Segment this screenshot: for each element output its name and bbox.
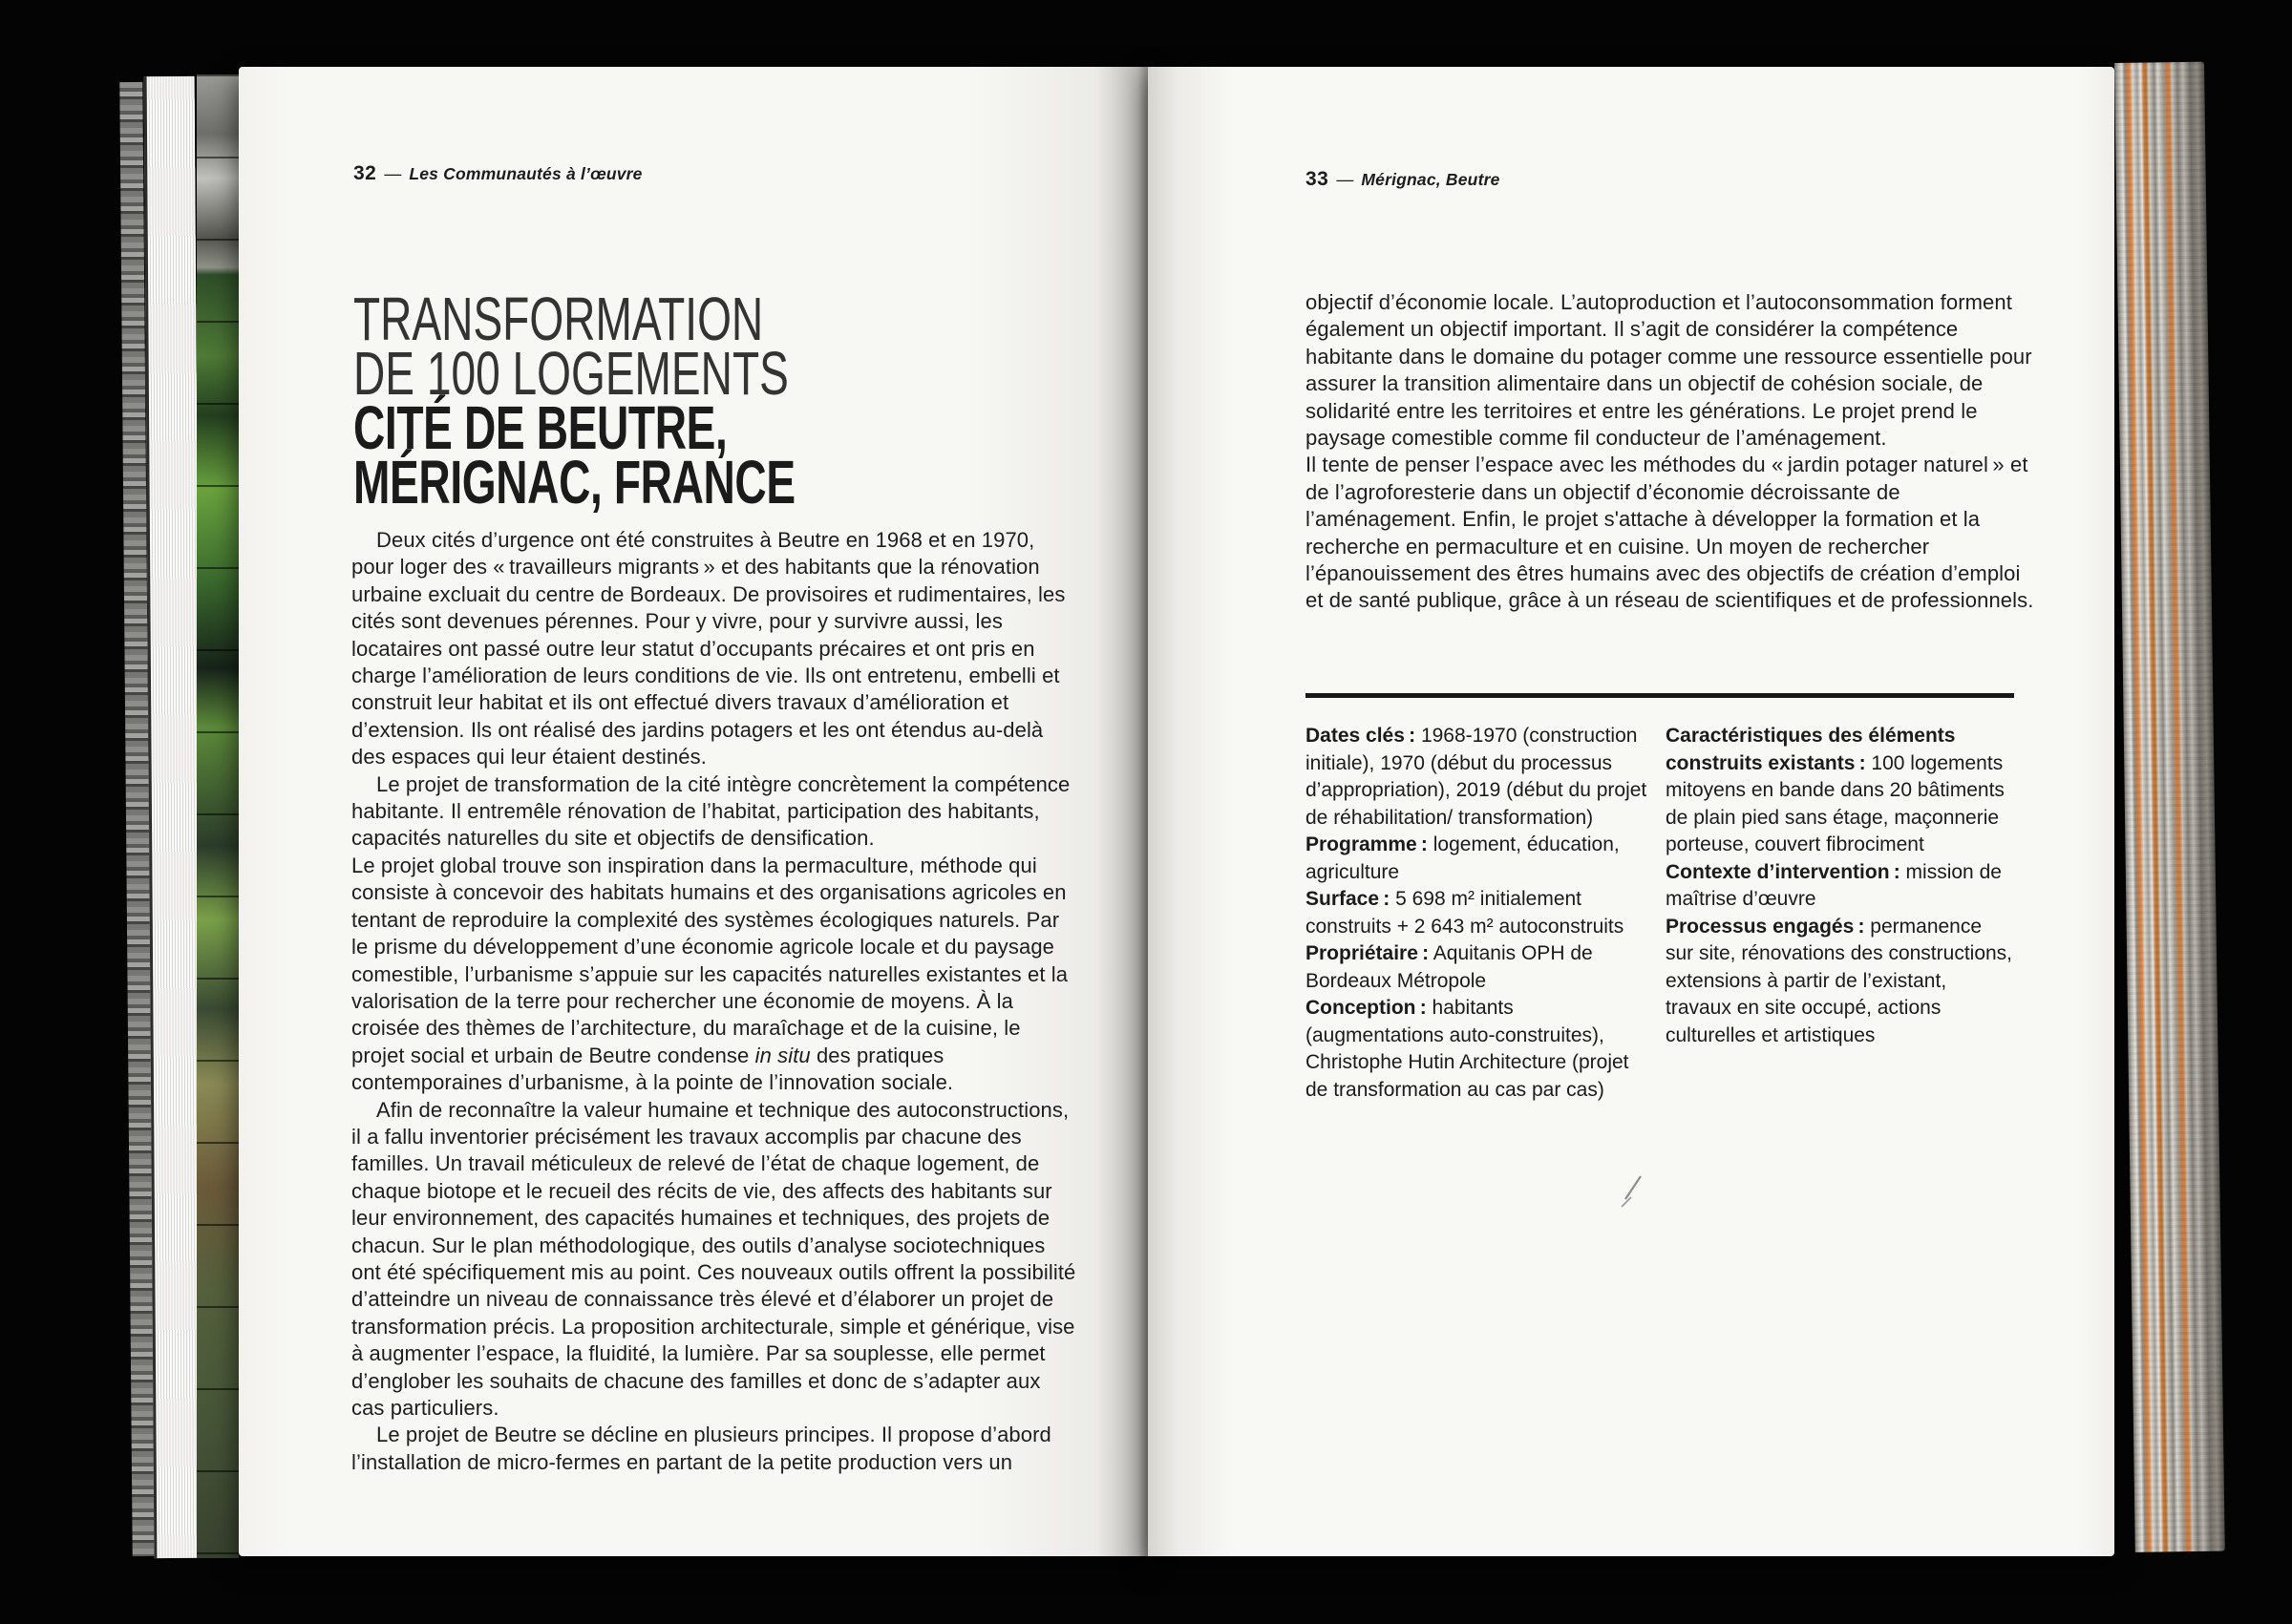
info-rule	[1305, 693, 2014, 698]
info-columns	[1305, 723, 2014, 1104]
header-dash: —	[384, 164, 402, 183]
info-column-left	[1305, 723, 1649, 1104]
page-header-left	[353, 162, 643, 185]
info-entry: Dates clés : 1968-1970 (construction initiale), 1970 (début du processus d’appropriation), 2019 (début du projet de réhabilitation/ transformation)	[1305, 725, 1647, 829]
info-label: Processus engagés :	[1666, 915, 1865, 938]
info-label: Propriétaire :	[1305, 942, 1430, 964]
project-info-block	[1305, 693, 2014, 1104]
paragraph: objectif d’économie locale. L’autoproduction et l’autoconsommation forment également un objectif important. Il s’agit de considérer la compétence habitante dans le domaine du potager comme une ressource essentielle pour assurer la transition alimentaire dans un objectif de cohésion sociale, de solidarité entre les territoires et entre les générations. Le projet prend le paysage comestible comme fil conducteur de l’aménagement.	[1305, 290, 2032, 451]
paragraph: Il tente de penser l’espace avec les méthodes du « jardin potager naturel » et de l’agroforesterie dans un objectif d’économie décroissante de l’aménagement. Enfin, le projet s'attache à développer la formation et la recherche en permaculture et en cuisine. Un moyen de rechercher l’épanouissement des êtres humains avec des objectifs de création d’emploi et de santé publique, grâce à un réseau de scientifiques et de professionnels.	[1305, 453, 2034, 613]
info-entry: Conception : habitants (augmentations auto-construites), Christophe Hutin Architecture (projet de transformation au cas par cas)	[1305, 997, 1629, 1101]
paragraph: Le projet global trouve son inspiration dans la permaculture, méthode qui consiste à concevoir des habitats humains et des organisations agricoles en tentant de reproduire la complexité des systèmes écologiques naturels. Par le prisme du développement d’une économie agricole locale et du paysage comestible, l’urbanisme s’appuie sur les capacités naturelles existantes et la valorisation de la terre pour rechercher une économie de moyens. À la croisée des thèmes de l’architecture, du maraîchage et de la cuisine, le projet social et urbain de Beutre condense in situ des pratiques contemporaines d’urbanisme, à la pointe de l’innovation sociale.	[351, 853, 1069, 1095]
info-label: Dates clés :	[1305, 725, 1416, 747]
info-entry: Contexte d’intervention : mission de maîtrise d’œuvre	[1666, 860, 2002, 910]
info-column-right	[1666, 723, 2014, 1104]
info-entry: Programme : logement, éducation, agriculture	[1305, 833, 1620, 883]
info-label: Conception :	[1305, 997, 1427, 1019]
page-33	[1148, 67, 2114, 1556]
title-line-1: TRANSFORMATION	[353, 285, 764, 353]
page-edges-white-strip	[144, 76, 205, 1558]
info-entry: Surface : 5 698 m² initialement construits + 2 643 m² autoconstruits	[1305, 888, 1624, 938]
info-label: Contexte d’intervention :	[1666, 860, 1900, 883]
running-title: Mérignac, Beutre	[1361, 170, 1500, 189]
info-entry: Processus engagés : permanence sur site, rénovations des constructions, extensions à partir de l’existant, travaux en site occupé, actions culturelles et artistiques	[1666, 915, 2013, 1046]
info-entry: Caractéristiques des éléments construits existants : 100 logements mitoyens en bande dans 20 bâtiments de plain pied sans étage, maçonnerie porteuse, couvert fibrociment	[1666, 725, 2005, 855]
info-entry: Propriétaire : Aquitanis OPH de Bordeaux Métropole	[1305, 942, 1593, 992]
title-line-3: CITÉ DE BEUTRE,	[353, 393, 728, 462]
article-title	[353, 285, 967, 517]
pen-mark	[1612, 1172, 1654, 1211]
paragraph: Afin de reconnaître la valeur humaine et technique des autoconstructions, il a fallu inventorier précisément les travaux accomplis par chacune des familles. Un travail méticuleux de relevé de l’état de chaque logement, de chaque biotope et le recueil des récits de vie, des affects des habitants sur leur environnement, des capacités humaines et techniques, des projets de chacun. Sur le plan méthodologique, des outils d’analyse sociotechniques ont été spécifiquement mis au point. Ces nouveaux outils offrent la possibilité d’atteindre un niveau de connaissance très élevé et d’élaborer un projet de transformation précis. La proposition architecturale, simple et générique, vise à augmenter l’espace, la fluidité, la lumière. Par sa souplesse, elle permet d’englober les souhaits de chacune des familles et donc de s’adapter aux cas particuliers.	[351, 1097, 1076, 1420]
page-number: 33	[1305, 168, 1329, 190]
header-dash: —	[1336, 170, 1354, 189]
paragraph: Le projet de Beutre se décline en plusieurs principes. Il propose d’abord l’installation de micro-fermes en partant de la petite production vers un	[351, 1423, 1051, 1474]
info-label: Surface :	[1305, 888, 1390, 910]
paragraph: Deux cités d’urgence ont été construites à Beutre en 1968 et en 1970, pour loger des « travailleurs migrants » et des habitants que la rénovation urbaine excluait du centre de Bordeaux. De provisoires et rudimentaires, les cités sont devenues pérennes. Pour y vivre, pour y survivre aussi, les locataires ont passé outre leur statut d’occupants précaires et ont pris en charge l’amélioration de leurs conditions de vie. Ils ont entretenu, embelli et construit leur habitat et ils ont effectué divers travaux d’amélioration et d’extension. Ils ont réalisé des jardins potagers et les ont étendus au-delà des espaces qui leur étaient destinés.	[351, 528, 1066, 770]
info-label: Programme :	[1305, 833, 1428, 855]
title-line-2: DE 100 LOGEMENTS	[353, 339, 789, 408]
fore-edge-stripes	[2114, 62, 2225, 1552]
info-label: Caractéristiques des éléments construits existants :	[1666, 725, 1956, 774]
page-header-right	[1305, 168, 1500, 191]
page-number: 32	[353, 162, 377, 184]
title-line-4: MÉRIGNAC, FRANCE	[353, 448, 796, 517]
body-text-left	[351, 527, 1079, 1476]
paragraph: Le projet de transformation de la cité intègre concrètement la compétence habitante. Il entremêle rénovation de l’habitat, participation des habitants, capacités naturelles du site et objectifs de densification.	[351, 771, 1071, 851]
body-text-right	[1305, 289, 2039, 615]
page-32	[239, 67, 1148, 1556]
running-title: Les Communautés à l’œuvre	[409, 164, 643, 183]
page-edges-photo-strip	[197, 74, 239, 1558]
